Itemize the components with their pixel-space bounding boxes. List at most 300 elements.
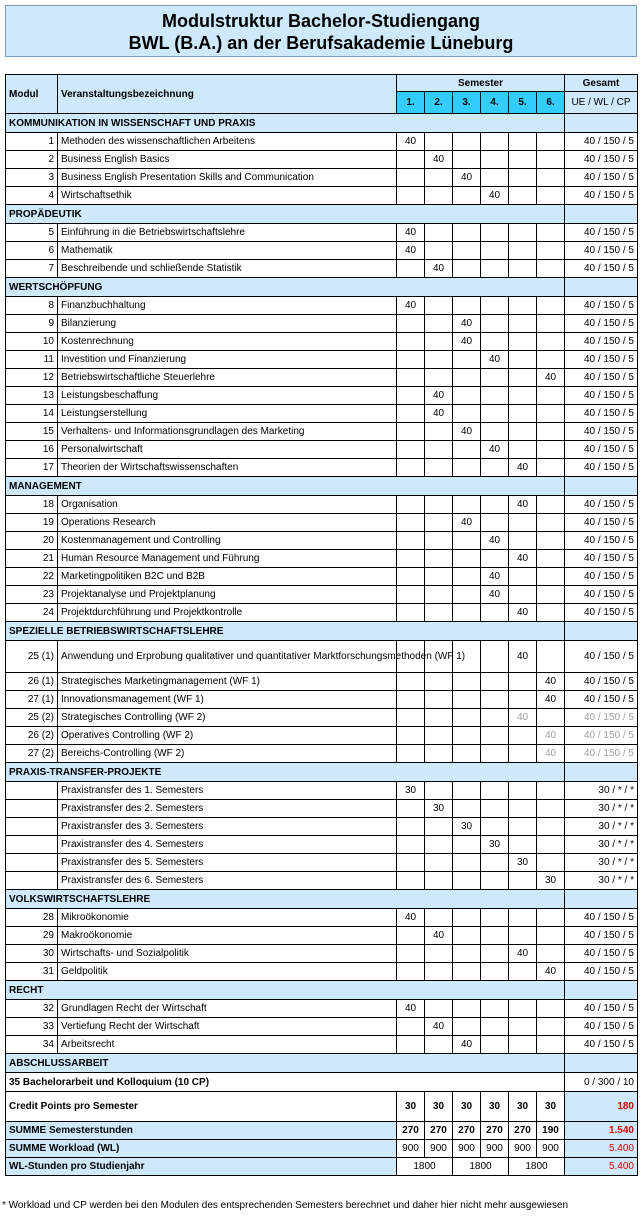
semester-value: 40: [509, 604, 537, 622]
semester-value: 40: [509, 709, 537, 727]
semester-value: [397, 260, 425, 278]
semester-value: 40: [453, 315, 481, 333]
semester-hours-value: 270: [509, 1122, 537, 1140]
semester-value: [425, 169, 453, 187]
workload-value: 900: [425, 1140, 453, 1158]
module-row: [6, 800, 638, 818]
semester-value: 40: [425, 387, 453, 405]
semester-value: [397, 854, 425, 872]
module-row: [6, 514, 638, 532]
semester-value: [509, 691, 537, 709]
semester-value: 40: [425, 405, 453, 423]
module-number: 8: [6, 297, 58, 315]
module-name: Leistungsbeschaffung: [58, 387, 397, 405]
credit-points-value: 30: [453, 1092, 481, 1122]
module-total: 40 / 150 / 5: [565, 963, 638, 981]
semester-value: [509, 169, 537, 187]
module-row: [6, 909, 638, 927]
semester-value: [509, 836, 537, 854]
semester-value: [397, 1018, 425, 1036]
section-title: VOLKSWIRTSCHAFTSLEHRE: [6, 890, 565, 909]
semester-value: 30: [397, 782, 425, 800]
semester-value: [453, 854, 481, 872]
semester-value: [481, 800, 509, 818]
module-name: Vertiefung Recht der Wirtschaft: [58, 1018, 397, 1036]
module-name: Praxistransfer des 3. Semesters: [58, 818, 397, 836]
module-total: 40 / 150 / 5: [565, 641, 638, 673]
semester-value: [425, 568, 453, 586]
semester-value: [481, 169, 509, 187]
semester-value: [509, 441, 537, 459]
section-row: [6, 890, 638, 909]
semester-value: [481, 1018, 509, 1036]
semester-value: 40: [397, 909, 425, 927]
semester-value: [481, 297, 509, 315]
semester-value: [481, 818, 509, 836]
semester-value: [509, 568, 537, 586]
semester-value: [425, 297, 453, 315]
module-name: Theorien der Wirtschaftswissenschaften: [58, 459, 397, 477]
semester-value: [397, 423, 425, 441]
section-row: [6, 981, 638, 1000]
semester-value: [537, 297, 565, 315]
module-total: 40 / 150 / 5: [565, 441, 638, 459]
semester-value: [397, 691, 425, 709]
semester-value: [453, 745, 481, 763]
workload-year-label: WL-Stunden pro Studienjahr: [6, 1158, 397, 1176]
semester-value: [425, 963, 453, 981]
semester-value: [481, 927, 509, 945]
semester-value: 30: [481, 836, 509, 854]
module-name: Projektanalyse und Projektplanung: [58, 586, 397, 604]
module-number: 18: [6, 496, 58, 514]
module-name: Mathematik: [58, 242, 397, 260]
module-row: [6, 351, 638, 369]
section-total-cell: [565, 890, 638, 909]
module-row: [6, 963, 638, 981]
semester-value: [397, 405, 425, 423]
semester-value: [397, 151, 425, 169]
module-row: [6, 945, 638, 963]
semester-value: [425, 187, 453, 205]
semester-value: 40: [509, 459, 537, 477]
semester-value: [425, 441, 453, 459]
module-row: [6, 133, 638, 151]
semester-value: [537, 423, 565, 441]
semester-value: [509, 187, 537, 205]
semester-value: [453, 133, 481, 151]
module-number: 23: [6, 586, 58, 604]
semester-value: 40: [509, 641, 537, 673]
semester-value: [425, 514, 453, 532]
module-number: 10: [6, 333, 58, 351]
module-total: 40 / 150 / 5: [565, 709, 638, 727]
module-number: 25 (1): [6, 641, 58, 673]
semester-value: [537, 641, 565, 673]
semester-value: [509, 745, 537, 763]
semester-value: [425, 496, 453, 514]
semester-hours-value: 270: [425, 1122, 453, 1140]
semester-value: [481, 242, 509, 260]
semester-value: [425, 333, 453, 351]
header-semester-1: 1.: [397, 92, 425, 114]
semester-value: [453, 242, 481, 260]
semester-value: [481, 151, 509, 169]
semester-value: [453, 297, 481, 315]
semester-value: [537, 224, 565, 242]
semester-value: [425, 532, 453, 550]
semester-value: [425, 1000, 453, 1018]
semester-value: [537, 586, 565, 604]
workload-value: 900: [481, 1140, 509, 1158]
section-row: [6, 114, 638, 133]
semester-value: [481, 133, 509, 151]
semester-value: [481, 1000, 509, 1018]
module-name: Human Resource Management und Führung: [58, 550, 397, 568]
module-row: [6, 818, 638, 836]
semester-value: [453, 673, 481, 691]
semester-value: [425, 872, 453, 890]
module-number: [6, 800, 58, 818]
thesis-total: 0 / 300 / 10: [565, 1073, 638, 1092]
semester-value: [509, 315, 537, 333]
module-total: 40 / 150 / 5: [565, 133, 638, 151]
workload-value: 900: [453, 1140, 481, 1158]
module-total: 40 / 150 / 5: [565, 260, 638, 278]
section-row: [6, 278, 638, 297]
section-title: PROPÄDEUTIK: [6, 205, 565, 224]
module-total: 40 / 150 / 5: [565, 169, 638, 187]
semester-value: [537, 187, 565, 205]
module-number: 11: [6, 351, 58, 369]
thesis-label: 35 Bachelorarbeit und Kolloquium (10 CP): [6, 1073, 565, 1092]
semester-value: [425, 224, 453, 242]
semester-value: [481, 641, 509, 673]
semester-value: [425, 604, 453, 622]
semester-value: [425, 459, 453, 477]
semester-value: [509, 927, 537, 945]
module-total: 30 / * / *: [565, 782, 638, 800]
module-name: Leistungserstellung: [58, 405, 397, 423]
semester-value: 40: [537, 745, 565, 763]
semester-value: [537, 818, 565, 836]
module-row: [6, 1018, 638, 1036]
module-total: 30 / * / *: [565, 836, 638, 854]
semester-value: [397, 568, 425, 586]
module-total: 40 / 150 / 5: [565, 945, 638, 963]
semester-value: 40: [537, 727, 565, 745]
module-number: 17: [6, 459, 58, 477]
semester-value: [537, 496, 565, 514]
semester-value: [509, 405, 537, 423]
semester-value: [425, 909, 453, 927]
semester-value: [481, 423, 509, 441]
semester-value: [537, 927, 565, 945]
module-total: 40 / 150 / 5: [565, 550, 638, 568]
module-number: 16: [6, 441, 58, 459]
semester-value: [425, 369, 453, 387]
semester-value: [397, 441, 425, 459]
semester-value: 40: [509, 550, 537, 568]
semester-value: [453, 782, 481, 800]
semester-value: [397, 945, 425, 963]
semester-value: [397, 604, 425, 622]
semester-value: [425, 745, 453, 763]
semester-value: [537, 351, 565, 369]
module-number: [6, 782, 58, 800]
module-total: 40 / 150 / 5: [565, 1018, 638, 1036]
module-number: 20: [6, 532, 58, 550]
semester-value: [453, 586, 481, 604]
semester-value: 40: [453, 1036, 481, 1054]
semester-value: [537, 945, 565, 963]
semester-value: [509, 818, 537, 836]
module-name: Kostenrechnung: [58, 333, 397, 351]
credit-points-total: 180: [565, 1092, 638, 1122]
workload-value: 900: [537, 1140, 565, 1158]
module-number: [6, 854, 58, 872]
semester-value: [425, 709, 453, 727]
module-total: 40 / 150 / 5: [565, 315, 638, 333]
semester-value: [481, 909, 509, 927]
module-name: Beschreibende und schließende Statistik: [58, 260, 397, 278]
section-row: [6, 205, 638, 224]
semester-value: 40: [397, 297, 425, 315]
section-title: PRAXIS-TRANSFER-PROJEKTE: [6, 763, 565, 782]
module-row: [6, 550, 638, 568]
module-name: Wirtschaftsethik: [58, 187, 397, 205]
semester-value: [425, 550, 453, 568]
module-total: 40 / 150 / 5: [565, 405, 638, 423]
module-number: 26 (1): [6, 673, 58, 691]
module-name: Makroökonomie: [58, 927, 397, 945]
semester-value: [481, 745, 509, 763]
header-bezeichnung: Veranstaltungsbezeichnung: [58, 75, 397, 114]
module-row: [6, 1000, 638, 1018]
semester-value: [397, 459, 425, 477]
semester-value: 40: [481, 441, 509, 459]
semester-value: [397, 586, 425, 604]
semester-value: [397, 727, 425, 745]
document-title: [5, 5, 637, 57]
semester-value: [537, 242, 565, 260]
module-number: 2: [6, 151, 58, 169]
module-row: [6, 496, 638, 514]
module-name: Betriebswirtschaftliche Steuerlehre: [58, 369, 397, 387]
semester-value: [397, 187, 425, 205]
semester-value: [481, 260, 509, 278]
semester-value: [397, 745, 425, 763]
semester-value: [509, 369, 537, 387]
module-number: 26 (2): [6, 727, 58, 745]
semester-value: [509, 133, 537, 151]
semester-value: [537, 405, 565, 423]
semester-value: [453, 260, 481, 278]
module-number: 28: [6, 909, 58, 927]
module-total: 30 / * / *: [565, 800, 638, 818]
semester-value: [453, 550, 481, 568]
semester-value: [509, 297, 537, 315]
semester-value: [397, 800, 425, 818]
module-name: Praxistransfer des 6. Semesters: [58, 872, 397, 890]
semester-value: [397, 963, 425, 981]
module-total: 40 / 150 / 5: [565, 1036, 638, 1054]
credit-points-value: 30: [397, 1092, 425, 1122]
module-number: 19: [6, 514, 58, 532]
section-row: [6, 477, 638, 496]
semester-value: [481, 709, 509, 727]
semester-value: [397, 315, 425, 333]
section-row: [6, 622, 638, 641]
semester-value: [453, 351, 481, 369]
module-number: [6, 872, 58, 890]
module-row: [6, 1036, 638, 1054]
semester-value: [537, 836, 565, 854]
section-title: MANAGEMENT: [6, 477, 565, 496]
semester-value: [425, 782, 453, 800]
module-name: Praxistransfer des 4. Semesters: [58, 836, 397, 854]
header-row: [6, 75, 638, 92]
semester-hours-value: 270: [481, 1122, 509, 1140]
semester-value: [509, 423, 537, 441]
semester-value: 40: [537, 691, 565, 709]
module-row: [6, 333, 638, 351]
semester-value: [425, 315, 453, 333]
semester-value: [537, 782, 565, 800]
module-total: 40 / 150 / 5: [565, 423, 638, 441]
workload-value: 900: [509, 1140, 537, 1158]
module-total: 40 / 150 / 5: [565, 496, 638, 514]
semester-value: [453, 1018, 481, 1036]
semester-value: [453, 387, 481, 405]
workload-year-row: [6, 1158, 638, 1176]
module-name: Operations Research: [58, 514, 397, 532]
module-total: 40 / 150 / 5: [565, 369, 638, 387]
semester-value: [425, 945, 453, 963]
semester-value: 40: [397, 1000, 425, 1018]
semester-value: [537, 133, 565, 151]
module-total: 40 / 150 / 5: [565, 459, 638, 477]
semester-value: [397, 387, 425, 405]
semester-hours-total: 1.540: [565, 1122, 638, 1140]
semester-value: [425, 1036, 453, 1054]
module-number: [6, 818, 58, 836]
semester-value: 40: [537, 673, 565, 691]
module-number: 5: [6, 224, 58, 242]
semester-value: 30: [425, 800, 453, 818]
semester-value: [481, 854, 509, 872]
semester-value: [481, 459, 509, 477]
module-name: Operatives Controlling (WF 2): [58, 727, 397, 745]
module-total: 40 / 150 / 5: [565, 604, 638, 622]
module-total: 40 / 150 / 5: [565, 927, 638, 945]
module-row: [6, 187, 638, 205]
module-total: 40 / 150 / 5: [565, 586, 638, 604]
semester-value: [509, 151, 537, 169]
semester-value: 30: [537, 872, 565, 890]
module-name: Mikroökonomie: [58, 909, 397, 927]
semester-value: [537, 260, 565, 278]
module-number: 13: [6, 387, 58, 405]
workload-value: 900: [397, 1140, 425, 1158]
module-row: [6, 709, 638, 727]
semester-value: [537, 333, 565, 351]
semester-value: [425, 586, 453, 604]
module-number: 31: [6, 963, 58, 981]
semester-value: [453, 405, 481, 423]
credit-points-label: Credit Points pro Semester: [6, 1092, 397, 1122]
workload-row: [6, 1140, 638, 1158]
semester-value: 30: [453, 818, 481, 836]
module-total: 40 / 150 / 5: [565, 387, 638, 405]
semester-value: [397, 1036, 425, 1054]
module-row: [6, 673, 638, 691]
semester-value: [453, 459, 481, 477]
module-total: 40 / 150 / 5: [565, 242, 638, 260]
semester-value: [509, 351, 537, 369]
module-row: [6, 745, 638, 763]
module-number: 4: [6, 187, 58, 205]
module-row: [6, 224, 638, 242]
section-row: [6, 1054, 638, 1073]
module-name: Marketingpolitiken B2C und B2B: [58, 568, 397, 586]
semester-value: [453, 187, 481, 205]
module-row: [6, 854, 638, 872]
module-name: Bereichs-Controlling (WF 2): [58, 745, 397, 763]
module-name: Geldpolitik: [58, 963, 397, 981]
module-name: Strategisches Controlling (WF 2): [58, 709, 397, 727]
section-total-cell: [565, 763, 638, 782]
module-number: 27 (1): [6, 691, 58, 709]
module-row: [6, 568, 638, 586]
module-row: [6, 423, 638, 441]
module-name: Strategisches Marketingmanagement (WF 1): [58, 673, 397, 691]
semester-value: [425, 727, 453, 745]
semester-value: [453, 836, 481, 854]
module-row: [6, 260, 638, 278]
section-total-cell: [565, 981, 638, 1000]
semester-value: [397, 709, 425, 727]
module-row: [6, 872, 638, 890]
semester-value: [397, 872, 425, 890]
semester-value: 40: [481, 586, 509, 604]
module-name: Finanzbuchhaltung: [58, 297, 397, 315]
module-total: 40 / 150 / 5: [565, 514, 638, 532]
module-name: Business English Presentation Skills and Communication: [58, 169, 397, 187]
semester-value: [481, 945, 509, 963]
module-number: 14: [6, 405, 58, 423]
credit-points-value: 30: [509, 1092, 537, 1122]
module-row: [6, 151, 638, 169]
semester-value: [453, 727, 481, 745]
module-row: [6, 297, 638, 315]
semester-value: [397, 532, 425, 550]
module-total: 40 / 150 / 5: [565, 224, 638, 242]
credit-points-value: 30: [425, 1092, 453, 1122]
module-number: 32: [6, 1000, 58, 1018]
semester-value: [453, 604, 481, 622]
semester-value: [481, 963, 509, 981]
section-total-cell: [565, 1054, 638, 1073]
module-total: 40 / 150 / 5: [565, 1000, 638, 1018]
semester-value: [509, 727, 537, 745]
semester-value: 40: [509, 496, 537, 514]
module-number: 22: [6, 568, 58, 586]
credit-points-value: 30: [481, 1092, 509, 1122]
header-semester-4: 4.: [481, 92, 509, 114]
semester-value: [481, 782, 509, 800]
module-table: [5, 74, 638, 1176]
